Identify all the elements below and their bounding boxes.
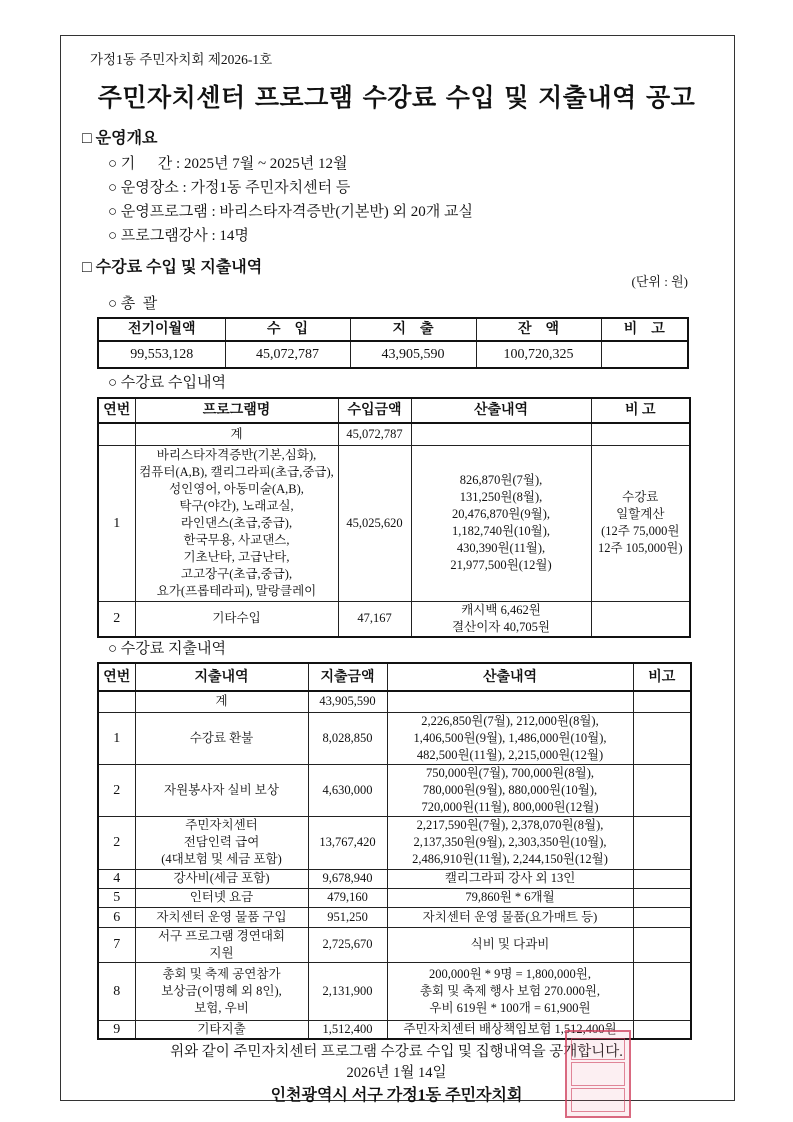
income-table bbox=[97, 397, 691, 638]
table-cell: 45,072,787 bbox=[338, 423, 411, 445]
column-header: 프로그램명 bbox=[135, 398, 338, 423]
table-cell: 1 bbox=[98, 445, 135, 601]
table-row bbox=[98, 962, 691, 1020]
table-cell: 43,905,590 bbox=[308, 691, 387, 712]
table-cell bbox=[387, 691, 633, 712]
table-row bbox=[98, 712, 691, 764]
overview-instructors: ○ 프로그램강사 : 14명 bbox=[108, 228, 249, 244]
income-heading: ○ 수강료 수입내역 bbox=[108, 375, 226, 391]
table-cell: 100,720,325 bbox=[476, 341, 601, 368]
table-cell: 총회 및 축제 공연참가 보상금(이명혜 외 8인), 보험, 우비 bbox=[135, 962, 308, 1020]
table-cell: 수강료 일할계산 (12주 75,000원 12주 105,000원) bbox=[591, 445, 690, 601]
unit-label: (단위 : 원) bbox=[631, 274, 688, 289]
table-row bbox=[98, 445, 690, 601]
column-header: 산출내역 bbox=[387, 663, 633, 691]
table-cell: 79,860원 * 6개월 bbox=[387, 888, 633, 907]
table-cell bbox=[633, 691, 691, 712]
table-cell: 주민자치센터 전담인력 급여 (4대보험 및 세금 포함) bbox=[135, 816, 308, 869]
table-cell: 인터넷 요금 bbox=[135, 888, 308, 907]
table-cell bbox=[633, 927, 691, 962]
header-row bbox=[98, 318, 688, 341]
expense-heading: ○ 수강료 지출내역 bbox=[108, 641, 226, 657]
table-cell: 2 bbox=[98, 816, 135, 869]
summary-table bbox=[97, 317, 689, 369]
overview-programs: ○ 운영프로그램 : 바리스타자격증반(기본반) 외 20개 교실 bbox=[108, 204, 474, 220]
table-cell: 6 bbox=[98, 907, 135, 927]
table-cell: 2,226,850원(7월), 212,000원(8월), 1,406,500원(9월), 1,486,000원(10월), 482,500원(11월), 2,215,000원(12월) bbox=[387, 712, 633, 764]
overview-heading: □ 운영개요 bbox=[82, 130, 158, 147]
table-row bbox=[98, 907, 691, 927]
table-cell bbox=[633, 907, 691, 927]
table-cell: 479,160 bbox=[308, 888, 387, 907]
document-number: 가정1동 주민자치회 제2026-1호 bbox=[90, 52, 273, 67]
table-row bbox=[98, 816, 691, 869]
header-row bbox=[98, 663, 691, 691]
table-cell: 47,167 bbox=[338, 601, 411, 637]
table-cell: 자치센터 운영 물품(요가매트 등) bbox=[387, 907, 633, 927]
column-header: 연번 bbox=[98, 663, 135, 691]
table-cell bbox=[591, 423, 690, 445]
table-cell: 2,131,900 bbox=[308, 962, 387, 1020]
column-header: 지 출 bbox=[350, 318, 476, 341]
table-cell bbox=[411, 423, 591, 445]
table-cell bbox=[633, 1020, 691, 1039]
table-cell bbox=[601, 341, 688, 368]
header-row bbox=[98, 398, 690, 423]
table-cell: 바리스타자격증반(기본,심화), 컴퓨터(A,B), 캘리그라피(초급,중급), 성인영어, 아동미술(A,B), 탁구(야간), 노래교실, 라인댄스(초급,중급), 한국무용, 사교댄스, 기초난타, 고급난타, 고고장구(초급,중급), 요가(프롭테라피), 말랑클레이 bbox=[135, 445, 338, 601]
table-cell: 45,025,620 bbox=[338, 445, 411, 601]
table-cell bbox=[633, 869, 691, 888]
table-cell: 2,217,590원(7월), 2,378,070원(8월), 2,137,350원(9월), 2,303,350원(10월), 2,486,910원(11월), 2,244,150원(12월) bbox=[387, 816, 633, 869]
column-header: 수 입 bbox=[225, 318, 350, 341]
table-cell: 식비 및 다과비 bbox=[387, 927, 633, 962]
column-header: 비 고 bbox=[601, 318, 688, 341]
table-cell bbox=[633, 712, 691, 764]
table-row bbox=[98, 764, 691, 816]
table-cell: 2,725,670 bbox=[308, 927, 387, 962]
table-row bbox=[98, 888, 691, 907]
column-header: 지출내역 bbox=[135, 663, 308, 691]
table-cell: 99,553,128 bbox=[98, 341, 225, 368]
table-cell bbox=[633, 888, 691, 907]
table-cell: 750,000원(7월), 700,000원(8월), 780,000원(9월), 880,000원(10월), 720,000원(11월), 800,000원(12월) bbox=[387, 764, 633, 816]
table-cell: 4,630,000 bbox=[308, 764, 387, 816]
table-cell: 자치센터 운영 물품 구입 bbox=[135, 907, 308, 927]
column-header: 전기이월액 bbox=[98, 318, 225, 341]
table-cell: 캘리그라피 강사 외 13인 bbox=[387, 869, 633, 888]
table-row bbox=[98, 869, 691, 888]
summary-heading: ○ 총 괄 bbox=[108, 296, 158, 312]
column-header: 비 고 bbox=[591, 398, 690, 423]
column-header: 비고 bbox=[633, 663, 691, 691]
table-cell: 강사비(세금 포함) bbox=[135, 869, 308, 888]
table-cell: 계 bbox=[135, 423, 338, 445]
closing-statement: 위와 같이 주민자치센터 프로그램 수강료 수입 및 집행내역을 공개합니다. bbox=[170, 1044, 623, 1060]
table-cell bbox=[98, 691, 135, 712]
table-cell bbox=[591, 601, 690, 637]
table-cell bbox=[633, 962, 691, 1020]
table-cell: 5 bbox=[98, 888, 135, 907]
table-row bbox=[98, 423, 690, 445]
official-seal-stamp bbox=[565, 1030, 631, 1118]
table-cell: 45,072,787 bbox=[225, 341, 350, 368]
table-row bbox=[98, 927, 691, 962]
table-cell: 13,767,420 bbox=[308, 816, 387, 869]
table-cell bbox=[98, 423, 135, 445]
table-cell: 4 bbox=[98, 869, 135, 888]
table-cell: 826,870원(7월), 131,250원(8월), 20,476,870원(9월), 1,182,740원(10월), 430,390원(11월), 21,977,500원(12월) bbox=[411, 445, 591, 601]
table-cell: 서구 프로그램 경연대회 지원 bbox=[135, 927, 308, 962]
column-header: 산출내역 bbox=[411, 398, 591, 423]
column-header: 연번 bbox=[98, 398, 135, 423]
table-cell: 2 bbox=[98, 764, 135, 816]
table-cell: 9 bbox=[98, 1020, 135, 1039]
table-cell: 8 bbox=[98, 962, 135, 1020]
finance-heading: □ 수강료 수입 및 지출내역 bbox=[82, 259, 263, 276]
table-cell bbox=[633, 816, 691, 869]
table-cell: 1,512,400 bbox=[308, 1020, 387, 1039]
column-header: 지출금액 bbox=[308, 663, 387, 691]
table-cell: 951,250 bbox=[308, 907, 387, 927]
table-cell: 43,905,590 bbox=[350, 341, 476, 368]
issuer-name: 인천광역시 서구 가정1동 주민자치회 bbox=[270, 1087, 523, 1104]
table-cell: 8,028,850 bbox=[308, 712, 387, 764]
table-cell: 캐시백 6,462원 결산이자 40,705원 bbox=[411, 601, 591, 637]
column-header: 수입금액 bbox=[338, 398, 411, 423]
column-header: 잔 액 bbox=[476, 318, 601, 341]
table-row bbox=[98, 341, 688, 368]
table-cell: 기타수입 bbox=[135, 601, 338, 637]
table-cell: 200,000원 * 9명 = 1,800,000원, 총회 및 축제 행사 보험 270.000원, 우비 619원 * 100개 = 61,900원 bbox=[387, 962, 633, 1020]
table-row bbox=[98, 691, 691, 712]
overview-location: ○ 운영장소 : 가정1동 주민자치센터 등 bbox=[108, 180, 351, 196]
overview-period: ○ 기 간 : 2025년 7월 ~ 2025년 12월 bbox=[108, 156, 348, 172]
table-cell bbox=[633, 764, 691, 816]
table-cell: 7 bbox=[98, 927, 135, 962]
table-cell: 자원봉사자 실비 보상 bbox=[135, 764, 308, 816]
table-cell: 1 bbox=[98, 712, 135, 764]
expense-table bbox=[97, 662, 692, 1040]
table-cell: 계 bbox=[135, 691, 308, 712]
closing-date: 2026년 1월 14일 bbox=[346, 1065, 447, 1081]
table-cell: 9,678,940 bbox=[308, 869, 387, 888]
table-cell: 주민자치센터 배상책임보험 1,512,400원 bbox=[387, 1020, 633, 1039]
table-row bbox=[98, 601, 690, 637]
table-cell: 2 bbox=[98, 601, 135, 637]
table-cell: 기타지출 bbox=[135, 1020, 308, 1039]
table-cell: 수강료 환불 bbox=[135, 712, 308, 764]
page-title: 주민자치센터 프로그램 수강료 수입 및 지출내역 공고 bbox=[97, 83, 696, 112]
